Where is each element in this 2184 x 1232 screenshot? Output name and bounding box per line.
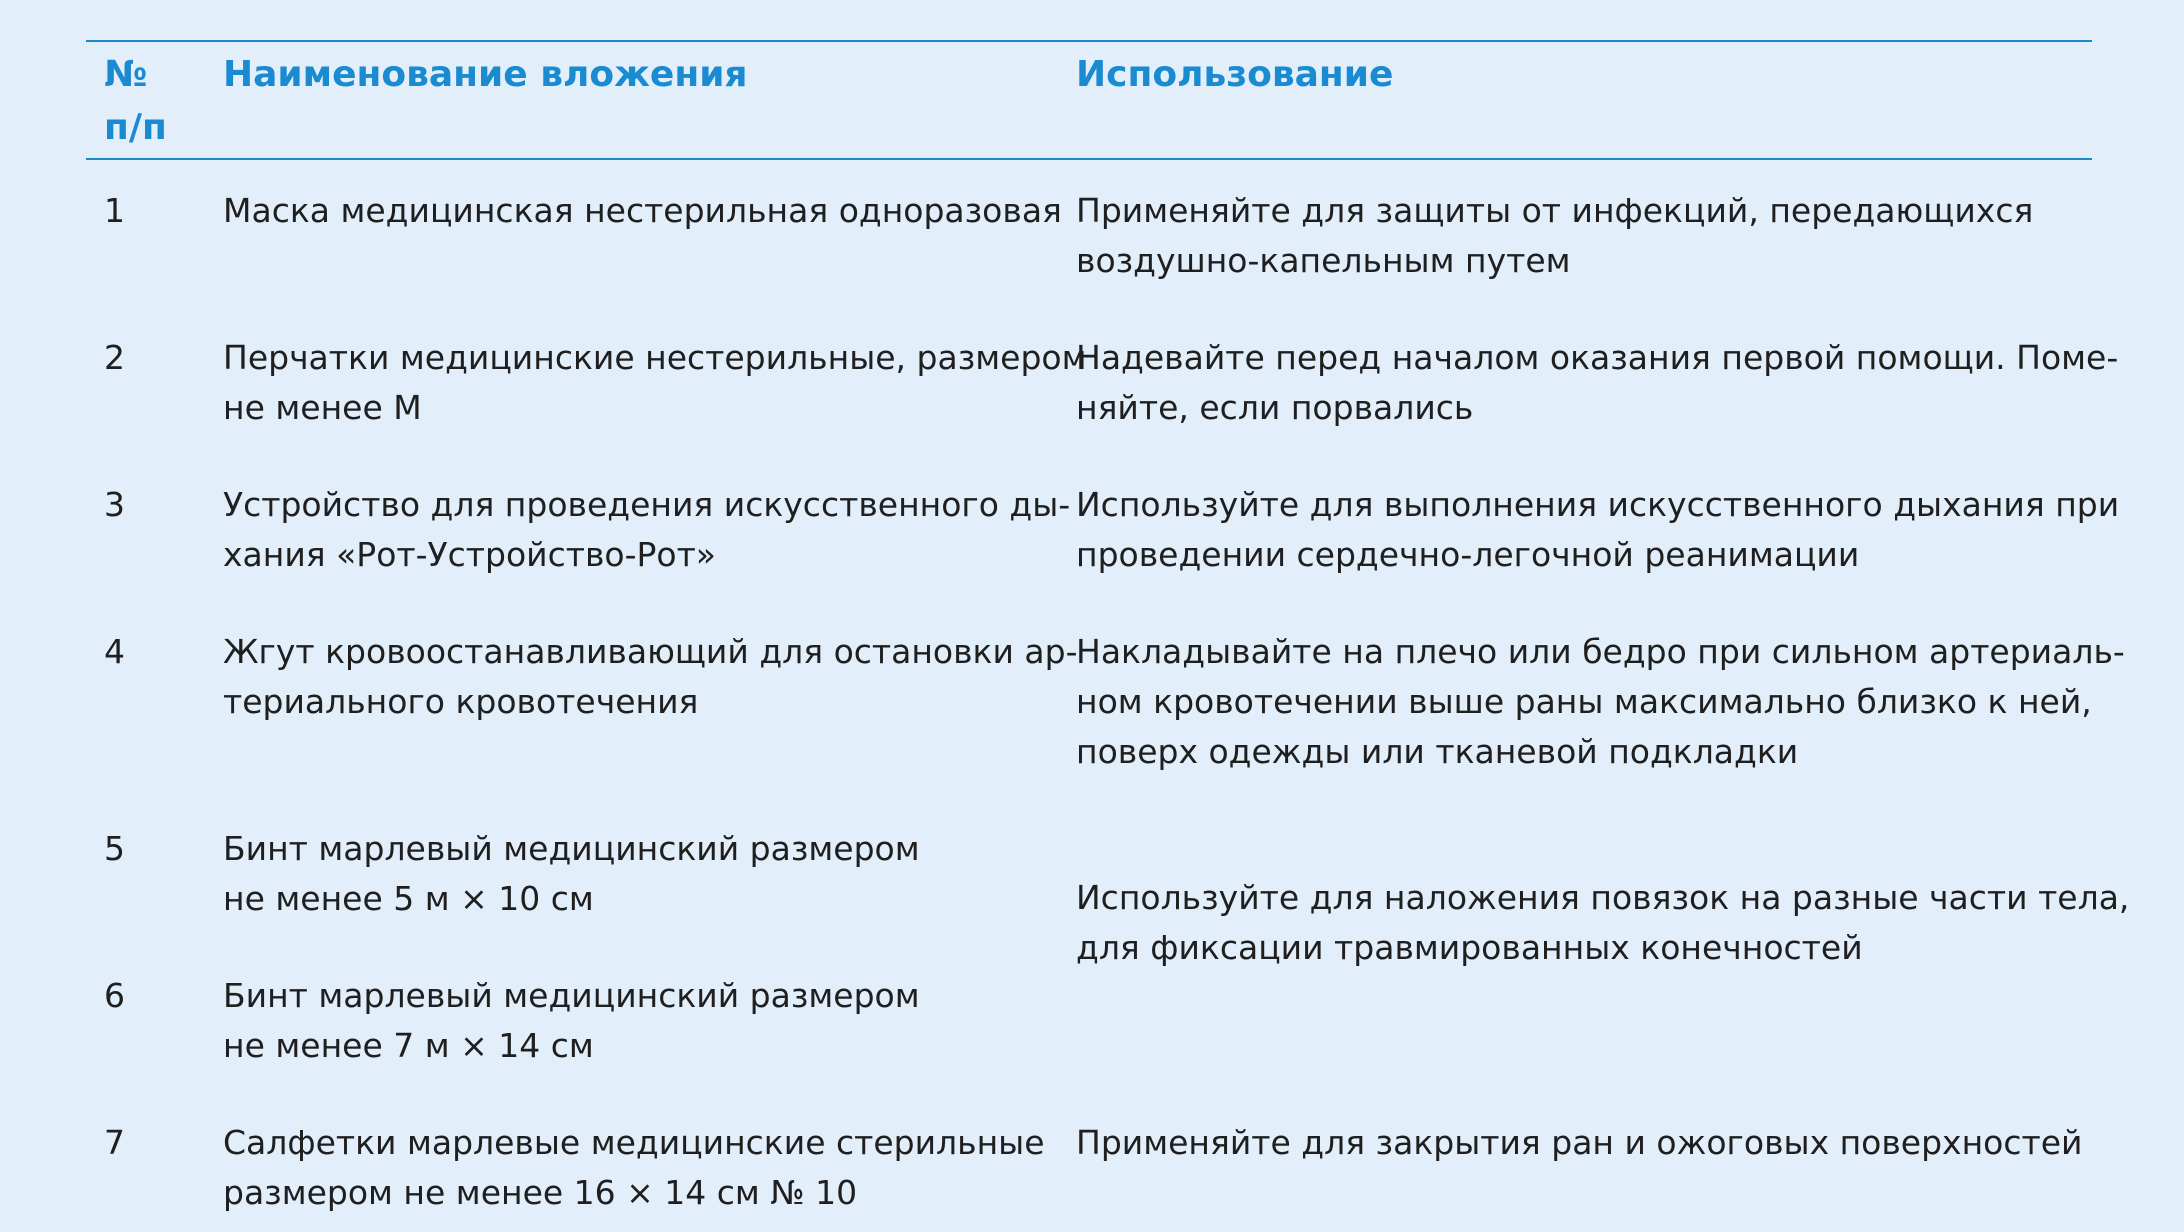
item-name-line: Салфетки марлевые медицинские стерильные [223, 1123, 1045, 1162]
item-name [223, 1118, 1045, 1218]
row-number: 2 [104, 338, 125, 377]
item-usage [1076, 627, 2125, 777]
header-number [104, 48, 167, 154]
row-number: 6 [104, 976, 125, 1015]
item-usage [1076, 1118, 2082, 1168]
item-usage [1076, 186, 2033, 286]
item-name-line: Бинт марлевый медицинский размером [223, 976, 920, 1015]
shared-item-usage [1076, 873, 2129, 973]
item-name-line: не менее М [223, 388, 422, 427]
item-usage-line: воздушно-капельным путем [1076, 241, 1571, 280]
item-usage-line: няйте, если порвались [1076, 388, 1474, 427]
item-usage-line: Используйте для выполнения искусственного дыхания при [1076, 485, 2120, 524]
item-usage-line: Применяйте для защиты от инфекций, передающихся [1076, 191, 2034, 230]
item-name [223, 824, 920, 924]
item-usage-line: для фиксации травмированных конечностей [1076, 928, 1863, 967]
item-name-line: Устройство для проведения искусственного ды- [223, 485, 1071, 524]
row-number: 7 [104, 1123, 125, 1162]
header-bottom-rule [86, 158, 2092, 160]
row-number: 3 [104, 485, 125, 524]
header-number-line: № [104, 54, 148, 95]
item-name [223, 186, 1062, 236]
row-number: 5 [104, 829, 125, 868]
item-usage-line: Используйте для наложения повязок на разные части тела, [1076, 878, 2130, 917]
item-usage [1076, 333, 2118, 433]
item-usage [1076, 480, 2119, 580]
item-name-line: териального кровотечения [223, 682, 699, 721]
item-usage-line: проведении сердечно-легочной реанимации [1076, 535, 1860, 574]
item-usage-line: Применяйте для закрытия ран и ожоговых поверхностей [1076, 1123, 2083, 1162]
item-name-line: Жгут кровоостанавливающий для остановки ар- [223, 632, 1078, 671]
header-number-line: п/п [104, 107, 167, 148]
row-number: 4 [104, 632, 125, 671]
table-top-rule [86, 40, 2092, 42]
header-usage: Использование [1076, 54, 1394, 95]
item-usage-line: Надевайте перед началом оказания первой помощи. Поме- [1076, 338, 2119, 377]
item-name-line: Бинт марлевый медицинский размером [223, 829, 920, 868]
item-name [223, 971, 920, 1071]
item-name [223, 333, 1086, 433]
item-name-line: размером не менее 16 × 14 см № 10 [223, 1173, 858, 1212]
header-item-name: Наименование вложения [223, 54, 748, 95]
item-name-line: не менее 5 м × 10 см [223, 879, 594, 918]
item-usage-line: поверх одежды или тканевой подкладки [1076, 732, 1799, 771]
item-name-line: Перчатки медицинские нестерильные, размером [223, 338, 1087, 377]
row-number: 1 [104, 191, 125, 230]
item-name-line: хания «Рот-Устройство-Рот» [223, 535, 717, 574]
item-name-line: Маска медицинская нестерильная одноразовая [223, 191, 1062, 230]
item-usage-line: ном кровотечении выше раны максимально близко к ней, [1076, 682, 2092, 721]
item-usage-line: Накладывайте на плечо или бедро при сильном артериаль- [1076, 632, 2125, 671]
item-name [223, 480, 1070, 580]
item-name [223, 627, 1078, 727]
item-name-line: не менее 7 м × 14 см [223, 1026, 594, 1065]
